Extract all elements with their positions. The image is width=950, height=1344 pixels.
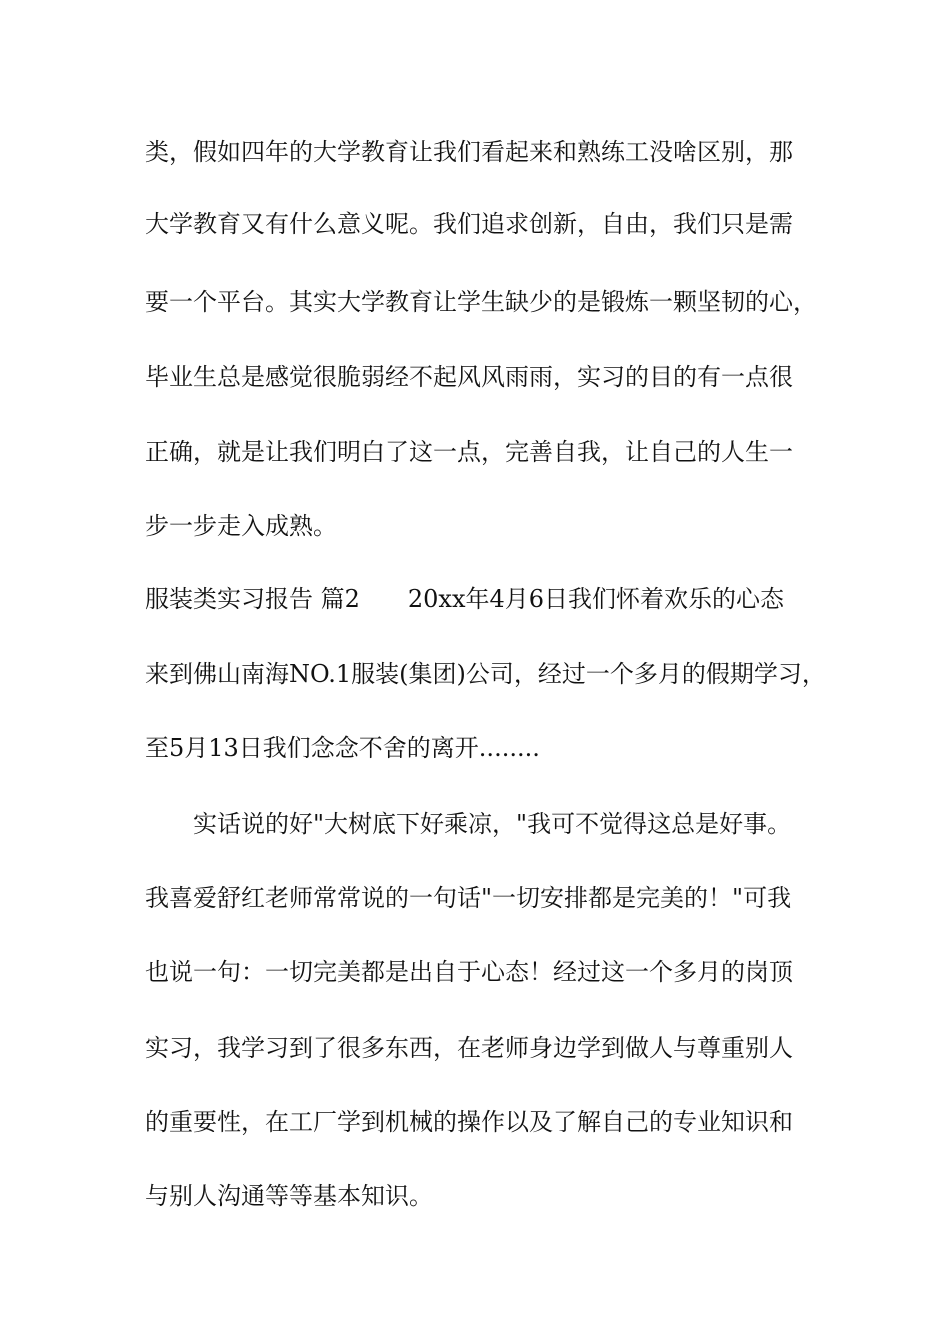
text-line: 与别人沟通等等基本知识。: [145, 1182, 433, 1210]
text-line: 毕业生总是感觉很脆弱经不起风风雨雨，实习的目的有一点很: [145, 363, 793, 391]
text-line: 的重要性，在工厂学到机械的操作以及了解自己的专业知识和: [145, 1108, 793, 1136]
text-line: 也说一句：一切完美都是出自于心态！经过这一个多月的岗顶: [145, 958, 793, 986]
text-line: 大学教育又有什么意义呢。我们追求创新，自由，我们只是需: [145, 210, 793, 238]
section-heading-line: 服装类实习报告 篇2 20xx年4月6日我们怀着欢乐的心态: [145, 585, 785, 613]
text-line: 来到佛山南海NO.1服装(集团)公司，经过一个多月的假期学习，: [145, 660, 826, 688]
text-line: 要一个平台。其实大学教育让学生缺少的是锻炼一颗坚韧的心，: [145, 288, 817, 316]
text-line: 类，假如四年的大学教育让我们看起来和熟练工没啥区别，那: [145, 138, 793, 166]
text-line: 至5月13日我们念念不舍的离开........: [145, 734, 540, 762]
text-line: 正确，就是让我们明白了这一点，完善自我，让自己的人生一: [145, 438, 793, 466]
paragraph-first-line: 实话说的好"大树底下好乘凉，"我可不觉得这总是好事。: [193, 810, 792, 838]
text-line: 实习，我学习到了很多东西，在老师身边学到做人与尊重别人: [145, 1034, 793, 1062]
text-line: 步一步走入成熟。: [145, 512, 337, 540]
text-line: 我喜爱舒红老师常常说的一句话"一切安排都是完美的！"可我: [145, 884, 792, 912]
